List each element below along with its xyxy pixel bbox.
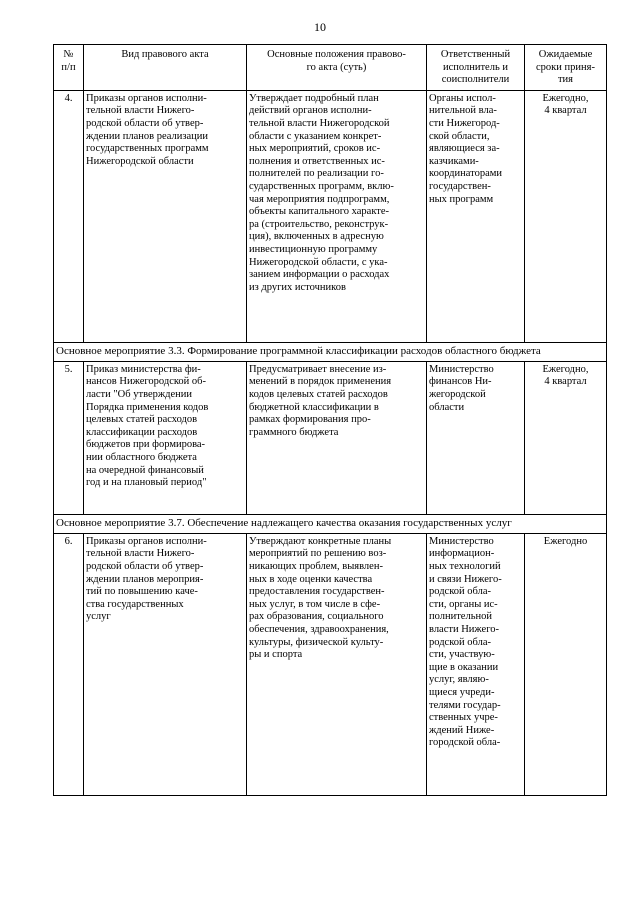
row-num: 5. <box>54 361 84 514</box>
header-num: № п/п <box>54 45 84 91</box>
section-title: Основное мероприятие 3.7. Обеспечение надлежащего качества оказания государственных услуг <box>54 514 607 533</box>
section-title: Основное мероприятие 3.3. Формирование программной классификации расходов областного бюджета <box>54 342 607 361</box>
table-row <box>54 361 607 514</box>
header-provisions: Основные положения правово- го акта (суть) <box>247 45 427 91</box>
row-provisions: Предусматривает внесение из- менений в порядок применения кодов целевых статей расходов бюджетной классификации в рамках формирования про- граммного бюджета <box>247 361 427 514</box>
row-act-type: Приказы органов исполни- тельной власти Нижего- родской области об утвер- ждении планов мероприя- тий по повышению каче- ства государственных услуг <box>84 533 247 795</box>
row-act-type: Приказы органов исполни- тельной власти Нижего- родской области об утвер- ждении планов реализации государственных программ Нижегородской области <box>84 90 247 342</box>
row-responsible: Органы испол- нительной вла- сти Нижегород- ской области, являющиеся за- казчиками- координаторами государствен- ных программ <box>427 90 525 342</box>
row-provisions: Утверждает подробный план действий органов исполни- тельной власти Нижегородской области с указанием конкрет- ных мероприятий, сроков ис- полнения и ответственных ис- полнителей по реализации го- сударственных программ, вклю- чая мероприятия подпрограмм, объекты капитального характе- ра (строительство, реконструк- ция), включенных в адресную инвестиционную программу Нижегородской области, с ука- занием информации о расходах из других источников <box>247 90 427 342</box>
row-provisions: Утверждают конкретные планы мероприятий по решению воз- никающих проблем, выявлен- ных в ходе оценки качества предоставления государствен- ных услуг, в том числе в сфе- рах образования, социального обеспечения, здравоохранения, культуры, физической культу- ры и спорта <box>247 533 427 795</box>
table-row <box>54 533 607 795</box>
row-deadline: Ежегодно, 4 квартал <box>525 90 607 342</box>
section-row <box>54 514 607 533</box>
row-deadline: Ежегодно <box>525 533 607 795</box>
header-deadline: Ожидаемые сроки приня- тия <box>525 45 607 91</box>
row-act-type: Приказ министерства фи- нансов Нижегородской об- ласти "Об утверждении Порядка применения кодов целевых статей расходов классификации расходов бюджетов при формирова- нии областного бюджета на очередной финансовый год и на плановый период" <box>84 361 247 514</box>
row-num: 4. <box>54 90 84 342</box>
page-number: 10 <box>314 20 326 34</box>
table-header-row <box>54 45 607 91</box>
header-act-type: Вид правового акта <box>84 45 247 91</box>
row-responsible: Министерство информацион- ных технологий и связи Нижего- родской обла- сти, органы ис- полнительной власти Нижего- родской обла- сти, участвую- щие в оказании услуг, являю- щиеся учреди- телями государ- ственных учре- ждений Ниже- городской обла- <box>427 533 525 795</box>
table-row <box>54 90 607 342</box>
row-responsible: Министерство финансов Ни- жегородской области <box>427 361 525 514</box>
header-responsible: Ответственный исполнитель и соисполнители <box>427 45 525 91</box>
row-num: 6. <box>54 533 84 795</box>
legal-acts-table <box>53 44 607 796</box>
row-deadline: Ежегодно, 4 квартал <box>525 361 607 514</box>
section-row <box>54 342 607 361</box>
